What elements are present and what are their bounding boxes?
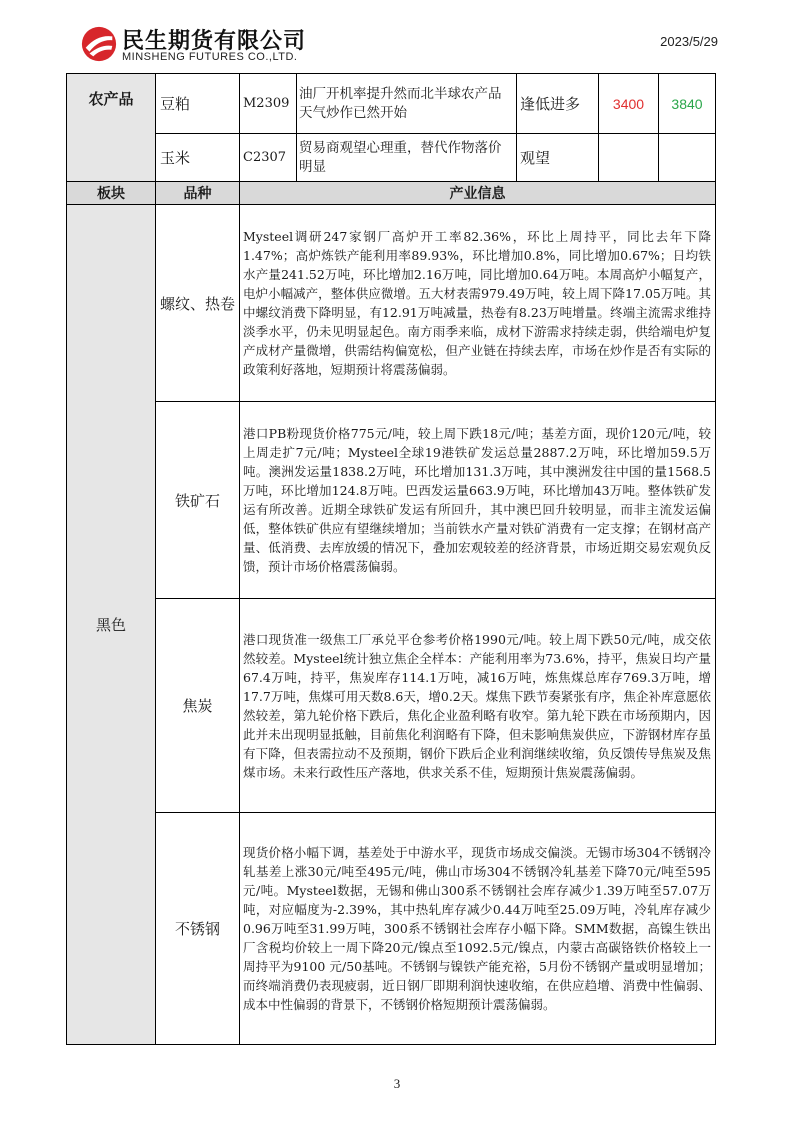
page-number: 3 xyxy=(393,1076,401,1091)
header-info: 产业信息 xyxy=(240,182,716,205)
black-row-stainless xyxy=(67,813,716,1045)
industry-info: 港口PB粉现货价格775元/吨，较上周下跌18元/吨；基差方面，现价120元/吨，较上周走扩7元/吨；Mysteel全球19港铁矿发运总量2887.2万吨，环比增加59.5万吨。澳洲发运量1838.2万吨，环比增加131.3万吨，其中澳洲发往中国的量1568.5万吨，环比增加124.8万吨。巴西发运量663.9万吨，环比增加43万吨。整体铁矿发运有所改善。近期全球铁矿发运有所回升，其中澳巴回升较明显，而非主流发运偏低，整体铁矿供应有望继续增加；当前铁水产量对铁矿消费有一定支撑；在钢材高产量、低消费、去库放缓的情况下，叠加宏观较差的经济背景，市场近期交易宏观负反馈，预计市场价格震荡偏弱。 xyxy=(240,402,716,599)
product-desc: 油厂开机率提升然而北半球农产品天气炒作已然开始 xyxy=(297,74,517,134)
page-header xyxy=(0,0,794,70)
minsheng-logo-icon xyxy=(80,25,118,63)
variety-name: 螺纹、热卷 xyxy=(156,205,240,402)
black-row-iron-ore xyxy=(67,402,716,599)
industry-info: Mysteel调研247家钢厂高炉开工率82.36%，环比上周持平，同比去年下降1.47%；高炉炼铁产能利用率89.93%，环比增加0.8%，同比增加0.67%；日均铁水产量241.52万吨，环比增加2.16万吨，同比增加0.64万吨。本周高炉小幅复产，电炉小幅减产，整体供应微增。五大材表需979.49万吨，较上周下降17.05万吨。其中螺纹消费下降明显，有12.91万吨减量，热卷有8.23万吨增量。终端主流需求维持淡季水平，仍未见明显起色。南方雨季来临，成材下游需求持续走弱，供给端电炉复产成材产量微增，供需结构偏宽松，但产业链在持续去库，市场在炒作是否有实际的政策利好落地，短期预计将震荡偏弱。 xyxy=(240,205,716,402)
company-name-cn: 民生期货有限公司 xyxy=(122,29,307,54)
company-name-en: MINSHENG FUTURES CO.,LTD. xyxy=(122,51,298,63)
black-row-coke xyxy=(67,599,716,813)
header-variety: 品种 xyxy=(156,182,240,205)
header-sector: 板块 xyxy=(67,182,156,205)
contract-code: C2307 xyxy=(240,134,297,182)
black-section-label: 黑色 xyxy=(67,205,156,1045)
product-name: 玉米 xyxy=(156,134,240,182)
variety-name: 铁矿石 xyxy=(156,402,240,599)
agri-section-label: 农产品 xyxy=(67,74,156,182)
contract-code: M2309 xyxy=(240,74,297,134)
trade-view: 观望 xyxy=(517,134,599,182)
support-price xyxy=(599,134,659,182)
report-date: 2023/5/29 xyxy=(660,34,718,49)
support-price: 3400 xyxy=(599,74,659,134)
resistance-price: 3840 xyxy=(659,74,716,134)
industry-info: 港口现货准一级焦工厂承兑平仓参考价格1990元/吨。较上周下跌50元/吨，成交依然较差。Mysteel统计独立焦企全样本：产能利用率为73.6%，持平，焦炭日均产量67.4万吨，持平，焦炭库存114.1万吨，减16万吨，炼焦煤总库存769.3万吨，增17.7万吨，焦煤可用天数8.6天，增0.2天。煤焦下跌节奏紧张有序，焦企补库意愿依然较差，第九轮价格下跌后，焦化企业盈利略有收窄。第九轮下跌在市场预期内，因此并未出现明显抵触，目前焦化利润略有下降，但未影响焦炭供应，下游钢材库存虽有下降，但表需拉动不及预期，钢价下跌后企业利润继续收缩，负反馈传导焦炭及焦煤市场。未来行政性压产落地，供求关系不佳，短期预计焦炭震荡偏弱。 xyxy=(240,599,716,813)
report-table xyxy=(66,73,716,1045)
agri-row-corn xyxy=(67,134,716,182)
industry-info: 现货价格小幅下调，基差处于中游水平，现货市场成交偏淡。无锡市场304不锈钢冷轧基差上涨30元/吨至495元/吨，佛山市场304不锈钢冷轧基差下降70元/吨至595元/吨。Mysteel数据，无锡和佛山300系不锈钢社会库存减少1.39万吨至57.07万吨，对应幅度为-2.39%，其中热轧库存减少0.44万吨至25.09万吨，冷轧库存减少0.96万吨至31.99万吨，300系不锈钢社会库存小幅下降。SMM数据，高镍生铁出厂含税均价较上一周下降20元/镍点至1092.5元/镍点，内蒙古高碳铬铁价格较上一周持平为9100 元/50基吨。不锈钢与镍铁产能充裕，5月份不锈钢产量或明显增加；而终端消费仍表现疲弱，近日钢厂即期利润快速收缩，在供应趋增、消费中性偏弱、成本中性偏弱的背景下，不锈钢价格短期预计震荡偏弱。 xyxy=(240,813,716,1045)
black-row-rebar xyxy=(67,205,716,402)
table-header-row xyxy=(67,182,716,205)
product-name: 豆粕 xyxy=(156,74,240,134)
agri-row-soymeal xyxy=(67,74,716,134)
variety-name: 焦炭 xyxy=(156,599,240,813)
resistance-price xyxy=(659,134,716,182)
variety-name: 不锈钢 xyxy=(156,813,240,1045)
trade-view: 逢低进多 xyxy=(517,74,599,134)
product-desc: 贸易商观望心理重，替代作物落价明显 xyxy=(297,134,517,182)
